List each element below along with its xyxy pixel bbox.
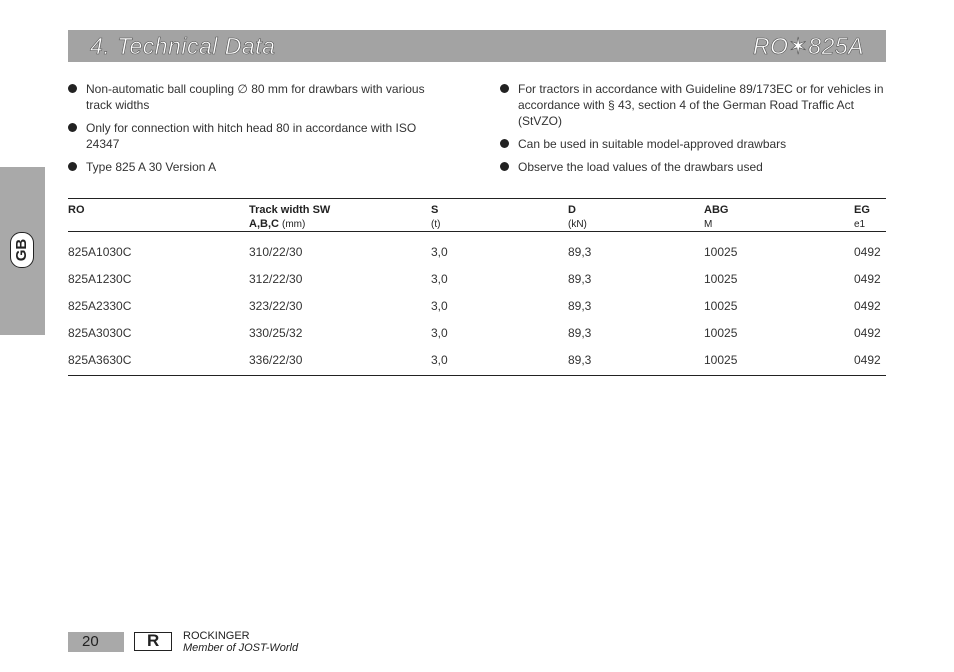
bullet-text: Non-automatic ball coupling ∅ 80 mm for drawbars with various track widths xyxy=(86,82,425,112)
table-cell: 312/22/30 xyxy=(249,272,303,286)
table-cell: 825A1230C xyxy=(68,272,132,286)
rockinger-logo xyxy=(134,632,172,651)
column-header-unit: (kN) xyxy=(568,219,587,230)
column-header-name: D xyxy=(568,204,576,216)
company-name: ROCKINGER xyxy=(183,630,250,642)
bullet-list-right xyxy=(500,81,886,182)
column-header-unit: (t) xyxy=(431,219,441,230)
table-cell: 0492 xyxy=(854,353,881,367)
bullet-dot-icon xyxy=(500,162,509,171)
column-header-unit: e1 xyxy=(854,219,866,230)
column-header-name: ABG xyxy=(704,204,729,216)
column-header-name: EG xyxy=(854,204,870,216)
model-title: RO✶825A xyxy=(753,33,864,59)
bullet-text: Observe the load values of the drawbars used xyxy=(518,160,763,174)
page-title: 4. Technical Data xyxy=(90,33,276,59)
table-cell: 3,0 xyxy=(431,272,448,286)
company-tagline: Member of JOST-World xyxy=(183,642,299,654)
table-bottom-rule xyxy=(68,375,886,376)
language-label: GB xyxy=(10,232,34,268)
table-cell: 89,3 xyxy=(568,326,592,340)
bullet-dot-icon xyxy=(68,84,77,93)
table-cell: 323/22/30 xyxy=(249,299,303,313)
table-cell: 3,0 xyxy=(431,326,448,340)
bullet-item xyxy=(500,159,886,175)
bullet-dot-icon xyxy=(500,139,509,148)
table-cell: 10025 xyxy=(704,272,738,286)
table-cell: 3,0 xyxy=(431,299,448,313)
bullet-dot-icon xyxy=(500,84,509,93)
bullet-list-left xyxy=(68,81,448,182)
bullet-item xyxy=(68,120,448,152)
table-cell: 89,3 xyxy=(568,272,592,286)
bullet-text: Type 825 A 30 Version A xyxy=(86,160,217,174)
table-cell: 3,0 xyxy=(431,245,448,259)
column-header-unit: (mm) xyxy=(282,219,306,230)
table-header-rule xyxy=(68,231,886,232)
table-cell: 89,3 xyxy=(568,299,592,313)
column-header xyxy=(854,203,870,232)
logo-letter: R xyxy=(147,631,160,650)
column-header xyxy=(704,203,728,232)
bullet-dot-icon xyxy=(68,123,77,132)
column-header-sub: A,B,C xyxy=(249,218,279,230)
table-cell: 0492 xyxy=(854,272,881,286)
bullet-item xyxy=(500,136,886,152)
bullet-text: Only for connection with hitch head 80 in accordance with ISO 24347 xyxy=(86,121,417,151)
table-cell: 0492 xyxy=(854,299,881,313)
table-cell: 310/22/30 xyxy=(249,245,303,259)
table-cell: 0492 xyxy=(854,245,881,259)
table-cell: 3,0 xyxy=(431,353,448,367)
page-number: 20 xyxy=(68,632,124,652)
bullet-item xyxy=(68,159,448,175)
bullet-text: For tractors in accordance with Guideline 89/173EC or for vehicles in accordance with § 43, section 4 of the German Road Traffic Act (StVZO) xyxy=(518,82,884,128)
bullet-item xyxy=(68,81,448,113)
header-bar xyxy=(68,30,886,62)
table-cell: 330/25/32 xyxy=(249,326,303,340)
column-header xyxy=(249,203,330,232)
bullet-item xyxy=(500,81,886,129)
table-top-rule xyxy=(68,198,886,199)
column-header-name: S xyxy=(431,204,439,216)
table-cell: 825A2330C xyxy=(68,299,132,313)
column-header xyxy=(68,203,85,217)
bullet-text: Can be used in suitable model-approved drawbars xyxy=(518,137,787,151)
column-header xyxy=(568,203,587,232)
table-cell: 825A3030C xyxy=(68,326,132,340)
table-cell: 89,3 xyxy=(568,353,592,367)
table-cell: 89,3 xyxy=(568,245,592,259)
column-header-unit: M xyxy=(704,219,713,230)
bullet-dot-icon xyxy=(68,162,77,171)
table-cell: 10025 xyxy=(704,353,738,367)
table-cell: 0492 xyxy=(854,326,881,340)
table-cell: 10025 xyxy=(704,326,738,340)
table-cell: 10025 xyxy=(704,245,738,259)
column-header xyxy=(431,203,440,232)
table-cell: 10025 xyxy=(704,299,738,313)
column-header-name: RO xyxy=(68,204,85,216)
table-cell: 825A3630C xyxy=(68,353,132,367)
table-cell: 336/22/30 xyxy=(249,353,303,367)
table-cell: 825A1030C xyxy=(68,245,132,259)
column-header-name: Track width SW xyxy=(249,204,331,216)
